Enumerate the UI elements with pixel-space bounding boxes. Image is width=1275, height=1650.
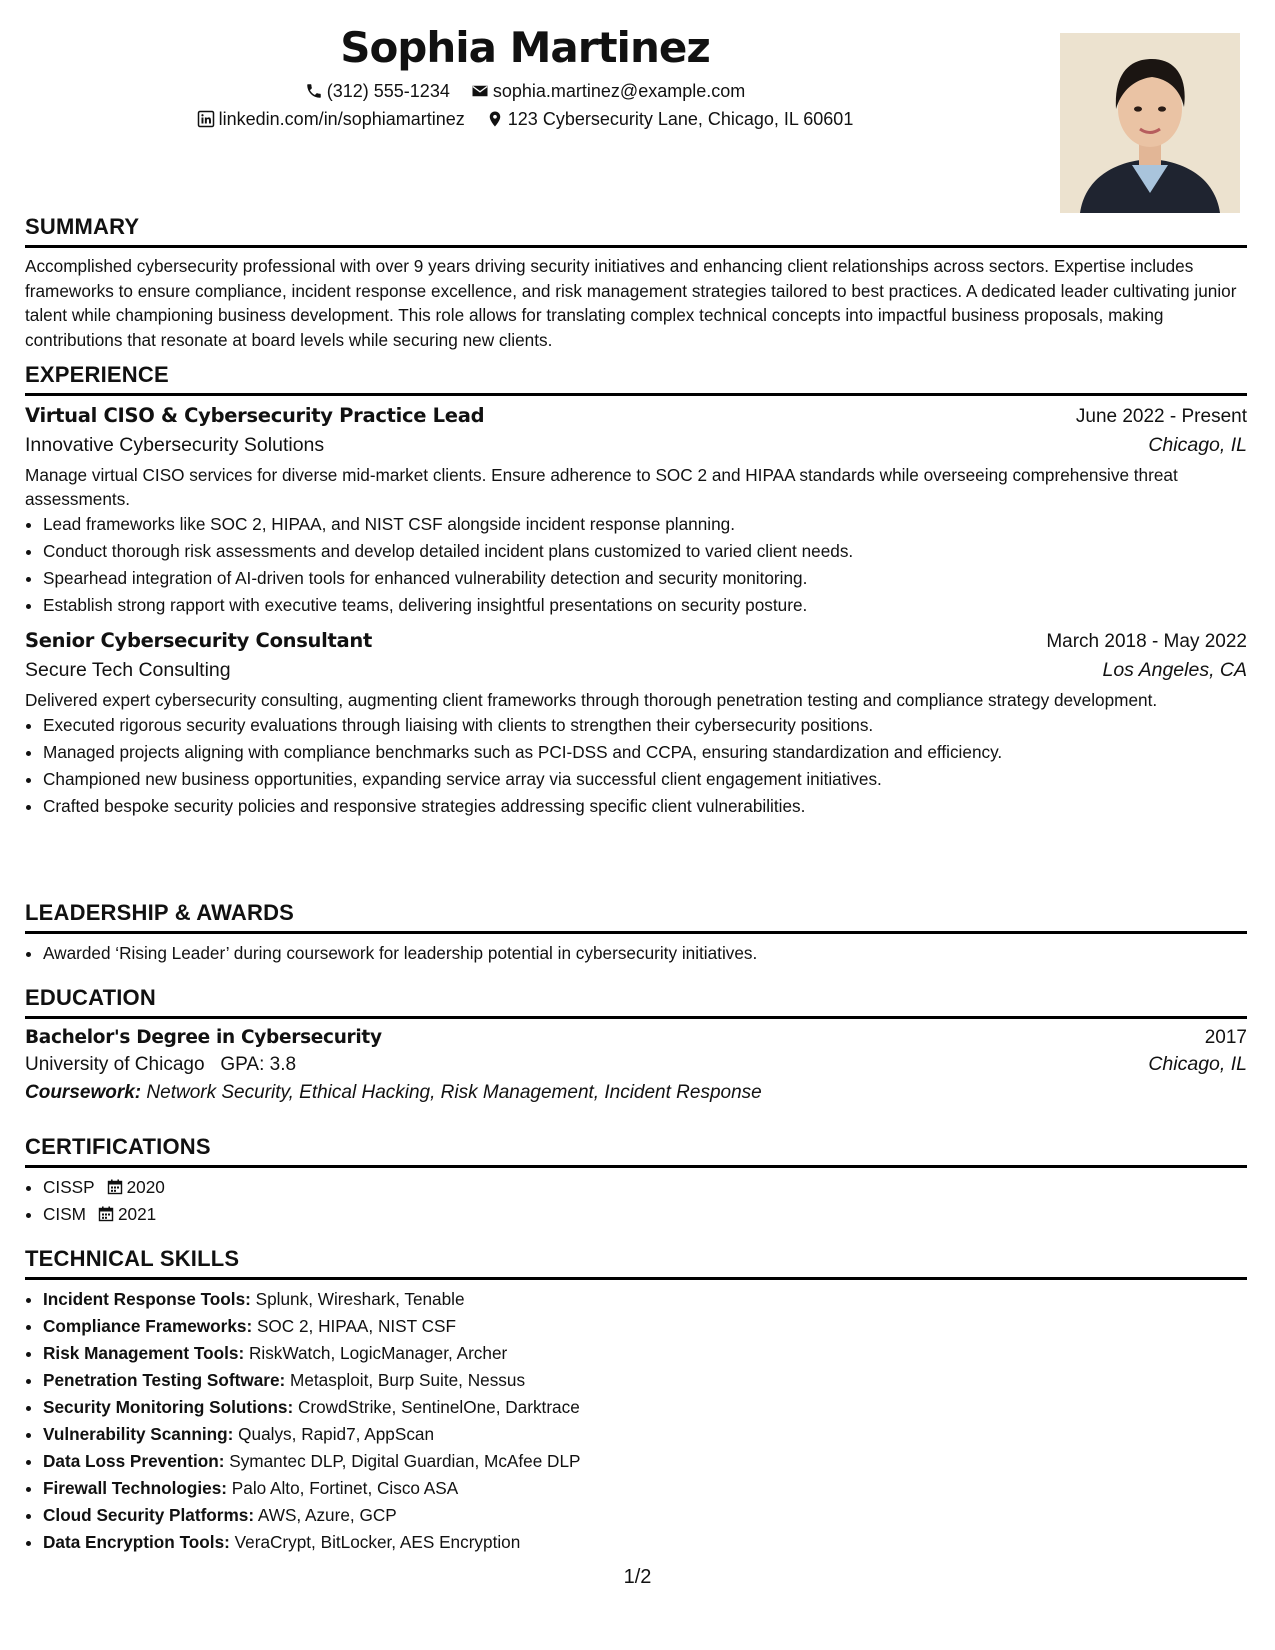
experience-heading: EXPERIENCE [25, 362, 1247, 396]
list-item: • Spearhead integration of AI-driven tools for enhanced vulnerability detection and security monitoring. [43, 565, 1247, 592]
education-degree-row [25, 1027, 1247, 1049]
skill-value: CrowdStrike, SentinelOne, Darktrace [297, 1397, 580, 1417]
list-item [43, 1475, 1247, 1502]
profile-photo [1060, 33, 1240, 213]
skill-value: Symantec DLP, Digital Guardian, McAfee DLP [229, 1451, 581, 1471]
skill-value: Palo Alto, Fortinet, Cisco ASA [231, 1478, 459, 1498]
skill-label: Firewall Technologies: [43, 1478, 228, 1498]
linkedin-icon [197, 110, 215, 128]
list-item [43, 1367, 1247, 1394]
job-location: Chicago, IL [1148, 434, 1247, 456]
calendar-icon [98, 1206, 114, 1222]
skills-section [25, 1246, 1247, 1556]
graduation-year: 2017 [1204, 1027, 1247, 1048]
job-location: Los Angeles, CA [1102, 659, 1247, 681]
list-item: • Managed projects aligning with compliance benchmarks such as PCI-DSS and CCPA, ensuring standardization and efficiency. [43, 739, 1247, 766]
coursework-label: Coursework: [25, 1082, 142, 1103]
list-item [43, 1502, 1247, 1529]
awards-heading: LEADERSHIP & AWARDS [25, 900, 1247, 934]
job-entry [25, 629, 1247, 820]
envelope-icon [471, 82, 489, 100]
list-item [43, 1201, 1247, 1228]
phone-text: (312) 555-1234 [326, 81, 450, 101]
job-bullets [25, 712, 1247, 820]
list-item: • Championed new business opportunities, expanding service array via successful client engagement initiatives. [43, 766, 1247, 793]
list-item [43, 1340, 1247, 1367]
page-number: 1/2 [623, 1566, 652, 1588]
address-text: 123 Cybersecurity Lane, Chicago, IL 60601 [507, 109, 854, 129]
list-item [43, 1286, 1247, 1313]
skill-value: AWS, Azure, GCP [257, 1505, 397, 1525]
candidate-name: Sophia Martinez [340, 23, 710, 72]
job-company: Secure Tech Consulting [25, 659, 231, 681]
cert-year: 2020 [126, 1177, 165, 1197]
skill-label: Data Encryption Tools: [43, 1532, 230, 1552]
list-item: • Executed rigorous security evaluations through liaising with clients to strengthen their cybersecurity positions. [43, 712, 1247, 739]
cert-name: CISM [43, 1204, 86, 1224]
school-name: University of Chicago [25, 1054, 205, 1075]
job-bullets [25, 511, 1247, 619]
email-contact[interactable] [471, 80, 745, 102]
job-title: Senior Cybersecurity Consultant [25, 629, 373, 652]
summary-section [25, 214, 1247, 352]
profile-photo-illustration [1060, 33, 1240, 213]
list-item [43, 1448, 1247, 1475]
school-location: Chicago, IL [1148, 1053, 1247, 1075]
gpa: GPA: 3.8 [220, 1054, 297, 1075]
list-item: • Lead frameworks like SOC 2, HIPAA, and NIST CSF alongside incident response planning. [43, 511, 1247, 538]
skill-label: Vulnerability Scanning: [43, 1424, 234, 1444]
skill-label: Penetration Testing Software: [43, 1370, 286, 1390]
list-item [43, 1313, 1247, 1340]
skill-label: Incident Response Tools: [43, 1289, 251, 1309]
job-company-row [25, 659, 1247, 682]
coursework [25, 1082, 1247, 1104]
education-section [25, 985, 1247, 1104]
skill-value: Qualys, Rapid7, AppScan [238, 1424, 435, 1444]
contact-line-2 [25, 108, 1025, 130]
phone-icon [305, 82, 323, 100]
job-description: Manage virtual CISO services for diverse mid-market clients. Ensure adherence to SOC 2 and HIPAA standards while overseeing comprehensive threat assessments. [25, 465, 1178, 509]
skill-value: Splunk, Wireshark, Tenable [255, 1289, 465, 1309]
job-header-row [25, 404, 1247, 428]
cert-year: 2021 [117, 1204, 157, 1224]
skill-value: RiskWatch, LogicManager, Archer [248, 1343, 508, 1363]
job-company: Innovative Cybersecurity Solutions [25, 434, 325, 456]
list-item: • Awarded ‘Rising Leader’ during coursework for leadership potential in cybersecurity initiatives. [43, 940, 1247, 967]
experience-section [25, 362, 1247, 820]
job-title: Virtual CISO & Cybersecurity Practice Lead [25, 404, 485, 427]
awards-list [25, 940, 1247, 967]
linkedin-contact[interactable] [197, 108, 465, 130]
email-text: sophia.martinez@example.com [492, 81, 746, 101]
summary-text: Accomplished cybersecurity professional with over 9 years driving security initiatives and enhancing client relationships across sectors. Expertise includes frameworks to ensure compliance, incident response excellence, and risk management strategies tailored to best practices. A dedicated leader cultivating junior talent while championing business development. This role allows for translating complex technical concepts into impactful business proposals, making contributions that resonate at board levels while securing new clients. [25, 256, 1237, 350]
phone-contact[interactable] [305, 80, 450, 102]
skill-value: SOC 2, HIPAA, NIST CSF [256, 1316, 456, 1336]
job-dates: June 2022 - Present [1075, 406, 1247, 427]
skill-label: Data Loss Prevention: [43, 1451, 225, 1471]
job-entry [25, 404, 1247, 619]
skills-list [25, 1286, 1247, 1556]
list-item [43, 1529, 1247, 1556]
certifications-list [25, 1174, 1247, 1228]
skill-label: Risk Management Tools: [43, 1343, 245, 1363]
map-pin-icon [486, 110, 504, 128]
degree-name: Bachelor's Degree in Cybersecurity [25, 1027, 382, 1048]
job-dates: March 2018 - May 2022 [1046, 631, 1247, 652]
certifications-heading: CERTIFICATIONS [25, 1134, 1247, 1168]
skill-value: VeraCrypt, BitLocker, AES Encryption [234, 1532, 521, 1552]
calendar-icon [107, 1179, 123, 1195]
skill-value: Metasploit, Burp Suite, Nessus [290, 1370, 526, 1390]
list-item: • Conduct thorough risk assessments and develop detailed incident plans customized to varied client needs. [43, 538, 1247, 565]
awards-section [25, 900, 1247, 967]
contact-line-1 [25, 80, 1025, 102]
skill-label: Security Monitoring Solutions: [43, 1397, 294, 1417]
education-school-row [25, 1053, 1247, 1076]
coursework-list: Network Security, Ethical Hacking, Risk Management, Incident Response [146, 1082, 762, 1103]
list-item [43, 1394, 1247, 1421]
skill-label: Cloud Security Platforms: [43, 1505, 255, 1525]
skills-heading: TECHNICAL SKILLS [25, 1246, 1247, 1280]
resume-header [25, 22, 1025, 130]
list-item [43, 1421, 1247, 1448]
job-description: Delivered expert cybersecurity consulting, augmenting client frameworks through thorough penetration testing and compliance strategy development. [25, 690, 1158, 710]
certifications-section [25, 1134, 1247, 1228]
cert-name: CISSP [43, 1177, 95, 1197]
summary-heading: SUMMARY [25, 214, 1247, 248]
list-item: • Establish strong rapport with executive teams, delivering insightful presentations on security posture. [43, 592, 1247, 619]
list-item [43, 1174, 1247, 1201]
address-contact [486, 108, 854, 130]
list-item: • Crafted bespoke security policies and responsive strategies addressing specific client vulnerabilities. [43, 793, 1247, 820]
school-info [25, 1054, 296, 1076]
education-heading: EDUCATION [25, 985, 1247, 1019]
job-header-row [25, 629, 1247, 653]
linkedin-text: linkedin.com/in/sophiamartinez [218, 109, 465, 129]
skill-label: Compliance Frameworks: [43, 1316, 253, 1336]
job-company-row [25, 434, 1247, 457]
